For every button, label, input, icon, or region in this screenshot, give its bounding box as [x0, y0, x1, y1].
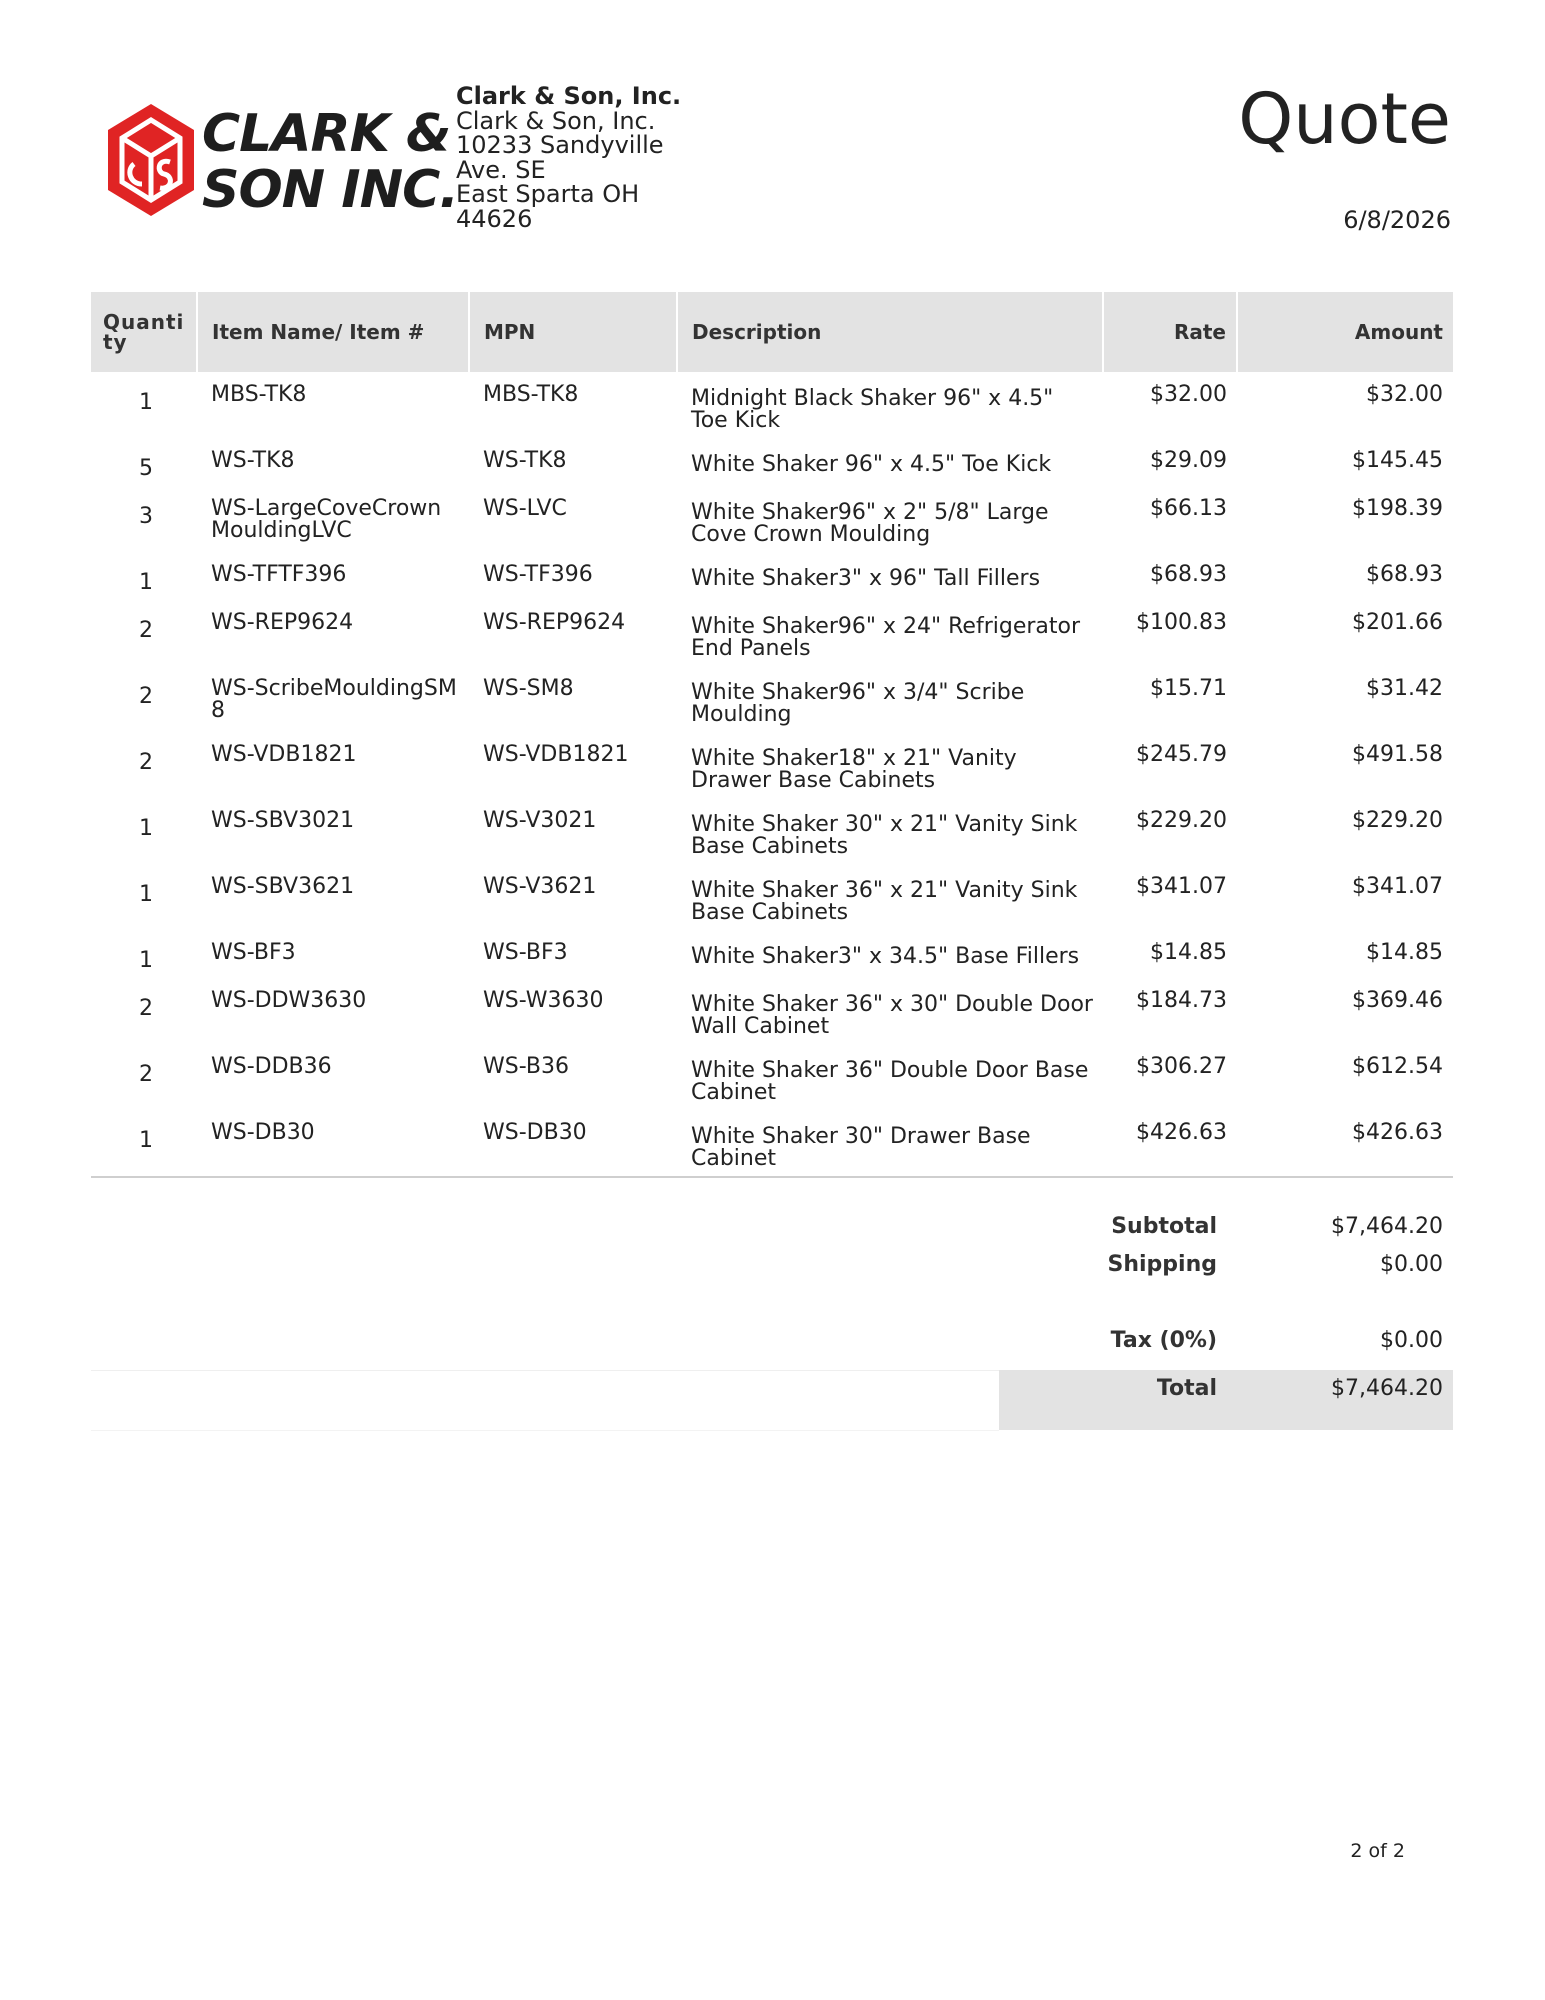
cell-quantity: 2	[139, 996, 153, 1021]
table-row	[91, 732, 1453, 798]
company-logo	[104, 100, 459, 220]
cell-item-name: WS-REP9624	[211, 610, 354, 635]
total-value: $7,464.20	[1331, 1376, 1443, 1401]
cell-description: White Shaker 96" x 4.5" Toe Kick	[691, 452, 1052, 477]
cell-mpn: WS-W3630	[483, 988, 604, 1013]
cell-amount: $491.58	[1352, 742, 1443, 767]
header-item-name: Item Name/ Item #	[197, 292, 469, 372]
cell-rate: $184.73	[1136, 988, 1227, 1013]
cell-mpn: MBS-TK8	[483, 382, 579, 407]
table-row	[91, 1110, 1453, 1177]
cell-amount: $201.66	[1352, 610, 1443, 635]
header-quantity: Quantity	[91, 292, 197, 372]
cell-mpn: WS-V3621	[483, 874, 597, 899]
cell-item-name: WS-VDB1821	[211, 742, 357, 767]
table-row	[91, 798, 1453, 864]
tax-row	[91, 1328, 1453, 1360]
logo-wordmark-line-2: SON INC.	[202, 160, 459, 220]
cell-item-name: WS-SBV3621	[211, 874, 355, 899]
cell-amount: $198.39	[1352, 496, 1443, 521]
cell-quantity: 1	[91, 1110, 197, 1177]
cell-rate: $14.85	[1150, 940, 1227, 965]
page-number: 2 of 2	[1350, 1840, 1405, 1862]
cell-rate: $245.79	[1136, 742, 1227, 767]
cell-quantity: 5	[139, 456, 153, 481]
cell-amount: $14.85	[1366, 940, 1443, 965]
cell-item-name: WS-ScribeMouldingSM8	[211, 676, 457, 723]
cell-description: White Shaker96" x 3/4" Scribe Moulding	[691, 680, 1025, 727]
address-line: 10233 Sandyville	[456, 131, 664, 159]
cell-rate: $100.83	[1136, 610, 1227, 635]
logo-hexagon-icon	[104, 100, 198, 220]
subtotal-value: $7,464.20	[1331, 1214, 1443, 1239]
cell-amount: $341.07	[1352, 874, 1443, 899]
table-header-row	[91, 292, 1453, 372]
cell-mpn: WS-V3021	[483, 808, 597, 833]
cell-amount: $426.63	[1237, 1110, 1453, 1177]
cell-description: Midnight Black Shaker 96" x 4.5" Toe Kick	[691, 386, 1054, 433]
cell-mpn: WS-LVC	[483, 496, 567, 521]
cell-description: White Shaker 30" Drawer Base Cabinet	[677, 1110, 1103, 1177]
cell-rate: $68.93	[1150, 562, 1227, 587]
document-title: Quote	[1238, 78, 1451, 160]
cell-mpn: WS-BF3	[483, 940, 568, 965]
cell-rate: $306.27	[1136, 1054, 1227, 1079]
cell-description: White Shaker3" x 34.5" Base Fillers	[691, 944, 1080, 969]
cell-quantity: 1	[139, 570, 153, 595]
cell-mpn: WS-TK8	[483, 448, 567, 473]
cell-rate: $426.63	[1103, 1110, 1237, 1177]
table-row	[91, 666, 1453, 732]
address-line: Ave. SE	[456, 155, 546, 184]
cell-rate: $229.20	[1136, 808, 1227, 833]
cell-item-name: WS-TFTF396	[211, 562, 347, 587]
table-row	[91, 930, 1453, 978]
total-bottom-divider	[91, 1430, 999, 1431]
cell-mpn: WS-REP9624	[483, 610, 626, 635]
cell-description: White Shaker96" x 2" 5/8" Large Cove Crown Moulding	[691, 500, 1049, 547]
company-address-block	[456, 84, 696, 231]
cell-item-name: WS-DB30	[197, 1110, 469, 1177]
total-label: Total	[1156, 1376, 1217, 1401]
cell-item-name: WS-LargeCoveCrownMouldingLVC	[211, 496, 442, 543]
cell-description: White Shaker 30" x 21" Vanity Sink Base Cabinets	[691, 812, 1078, 859]
table-row	[91, 372, 1453, 438]
cell-item-name: WS-SBV3021	[211, 808, 355, 833]
cell-item-name: WS-DDB36	[211, 1054, 332, 1079]
cell-mpn: WS-TF396	[483, 562, 593, 587]
cell-amount: $31.42	[1366, 676, 1443, 701]
cell-mpn: WS-SM8	[483, 676, 574, 701]
cell-description: White Shaker 36" Double Door Base Cabinet	[691, 1058, 1089, 1105]
cell-description: White Shaker 36" x 21" Vanity Sink Base Cabinets	[691, 878, 1078, 925]
subtotal-row	[91, 1214, 1453, 1246]
table-row	[91, 864, 1453, 930]
cell-rate: $15.71	[1150, 676, 1227, 701]
cell-quantity: 1	[139, 882, 153, 907]
cell-quantity: 1	[139, 816, 153, 841]
cell-mpn: WS-DB30	[469, 1110, 677, 1177]
address-line: East Sparta OH	[456, 180, 640, 208]
cell-rate: $29.09	[1150, 448, 1227, 473]
table-body	[91, 372, 1453, 1177]
cell-mpn: WS-VDB1821	[483, 742, 629, 767]
table-row	[91, 600, 1453, 666]
cell-amount: $612.54	[1352, 1054, 1443, 1079]
tax-label: Tax (0%)	[1110, 1328, 1217, 1353]
cell-mpn: WS-B36	[483, 1054, 569, 1079]
cell-rate: $341.07	[1136, 874, 1227, 899]
table-row	[91, 1044, 1453, 1110]
tax-value: $0.00	[1380, 1328, 1443, 1353]
cell-item-name: MBS-TK8	[211, 382, 307, 407]
cell-amount: $229.20	[1352, 808, 1443, 833]
table-row	[91, 486, 1453, 552]
cell-description: White Shaker96" x 24" Refrigerator End Panels	[691, 614, 1081, 661]
cell-quantity: 3	[139, 504, 153, 529]
header-mpn: MPN	[469, 292, 677, 372]
cell-amount: $145.45	[1352, 448, 1443, 473]
header-description: Description	[677, 292, 1103, 372]
address-line: Clark & Son, Inc.	[456, 106, 656, 135]
table-row	[91, 438, 1453, 486]
document-date: 6/8/2026	[1343, 206, 1451, 234]
shipping-row	[91, 1252, 1453, 1284]
subtotal-label: Subtotal	[1111, 1214, 1217, 1239]
cell-quantity: 2	[139, 750, 153, 775]
cell-item-name: WS-DDW3630	[211, 988, 367, 1013]
table-row	[91, 978, 1453, 1044]
cell-rate: $66.13	[1150, 496, 1227, 521]
shipping-label: Shipping	[1107, 1252, 1217, 1277]
cell-quantity: 2	[139, 618, 153, 643]
cell-quantity: 2	[139, 1062, 153, 1087]
logo-wordmark	[202, 106, 458, 218]
logo-wordmark-line-1: CLARK &	[202, 104, 451, 164]
cell-amount: $369.46	[1352, 988, 1443, 1013]
total-row	[91, 1376, 1453, 1408]
address-line: 44626	[456, 204, 533, 233]
line-items-table	[91, 292, 1453, 1178]
cell-quantity: 1	[139, 948, 153, 973]
cell-item-name: WS-BF3	[211, 940, 296, 965]
company-name: Clark & Son, Inc.	[456, 82, 682, 110]
shipping-value: $0.00	[1380, 1252, 1443, 1277]
cell-rate: $32.00	[1150, 382, 1227, 407]
cell-description: White Shaker18" x 21" Vanity Drawer Base Cabinets	[691, 746, 1017, 793]
cell-item-name: WS-TK8	[211, 448, 295, 473]
table-row	[91, 552, 1453, 600]
cell-quantity: 1	[139, 390, 153, 415]
header-rate: Rate	[1103, 292, 1237, 372]
header-amount: Amount	[1237, 292, 1453, 372]
cell-description: White Shaker 36" x 30" Double Door Wall Cabinet	[691, 992, 1093, 1039]
cell-amount: $68.93	[1366, 562, 1443, 587]
cell-amount: $32.00	[1366, 382, 1443, 407]
cell-description: White Shaker3" x 96" Tall Fillers	[691, 566, 1041, 591]
cell-quantity: 2	[139, 684, 153, 709]
